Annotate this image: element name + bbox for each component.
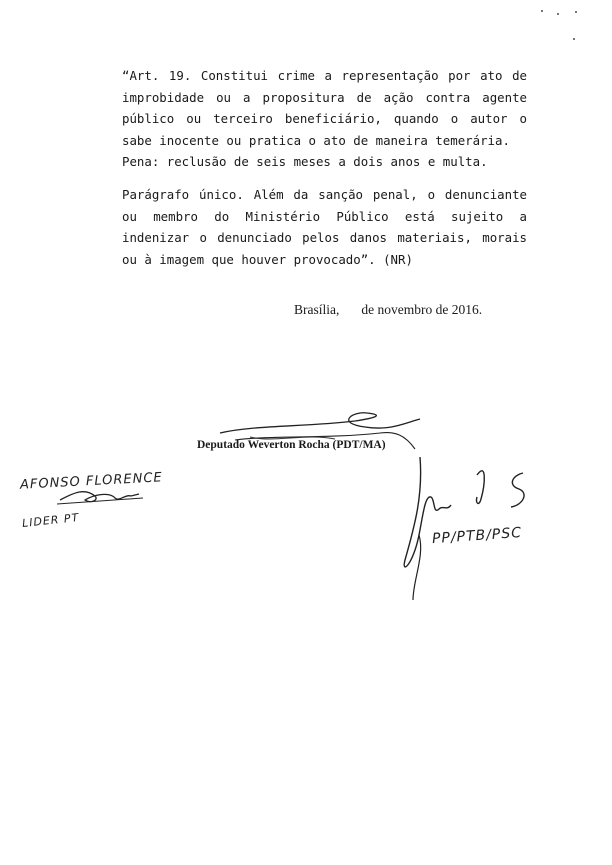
handwritten-party: PP/PTB/PSC bbox=[431, 524, 523, 548]
handwritten-role: LIDER PT bbox=[21, 511, 80, 530]
date-city: Brasília, bbox=[294, 302, 340, 317]
sole-paragraph: Parágrafo único. Além da sanção penal, o denunciante ou membro do Ministério Público está sujeito a indenizar o denunciado pelos danos materiais, morais ou à imagem que houver provocado”. (NR) bbox=[122, 187, 527, 267]
scan-speck bbox=[575, 11, 577, 13]
penalty-paragraph: Pena: reclusão de seis meses a dois anos e multa. bbox=[122, 154, 488, 169]
date-line bbox=[294, 302, 528, 318]
scan-speck bbox=[557, 13, 559, 15]
date-text: de novembro de 2016. bbox=[361, 302, 483, 317]
handwritten-name: AFONSO FLORENCE bbox=[19, 470, 164, 493]
left-signature bbox=[55, 484, 145, 510]
article-paragraph: “Art. 19. Constitui crime a representação por ato de improbidade ou a propositura de ação contra agente público ou terceiro beneficiário, quando o autor o sabe inocente ou pratica o ato de maneira temerária. bbox=[122, 68, 527, 148]
scan-speck bbox=[573, 38, 575, 40]
scan-speck bbox=[541, 10, 543, 12]
signatory-name: Deputado Weverton Rocha (PDT/MA) bbox=[197, 439, 386, 451]
